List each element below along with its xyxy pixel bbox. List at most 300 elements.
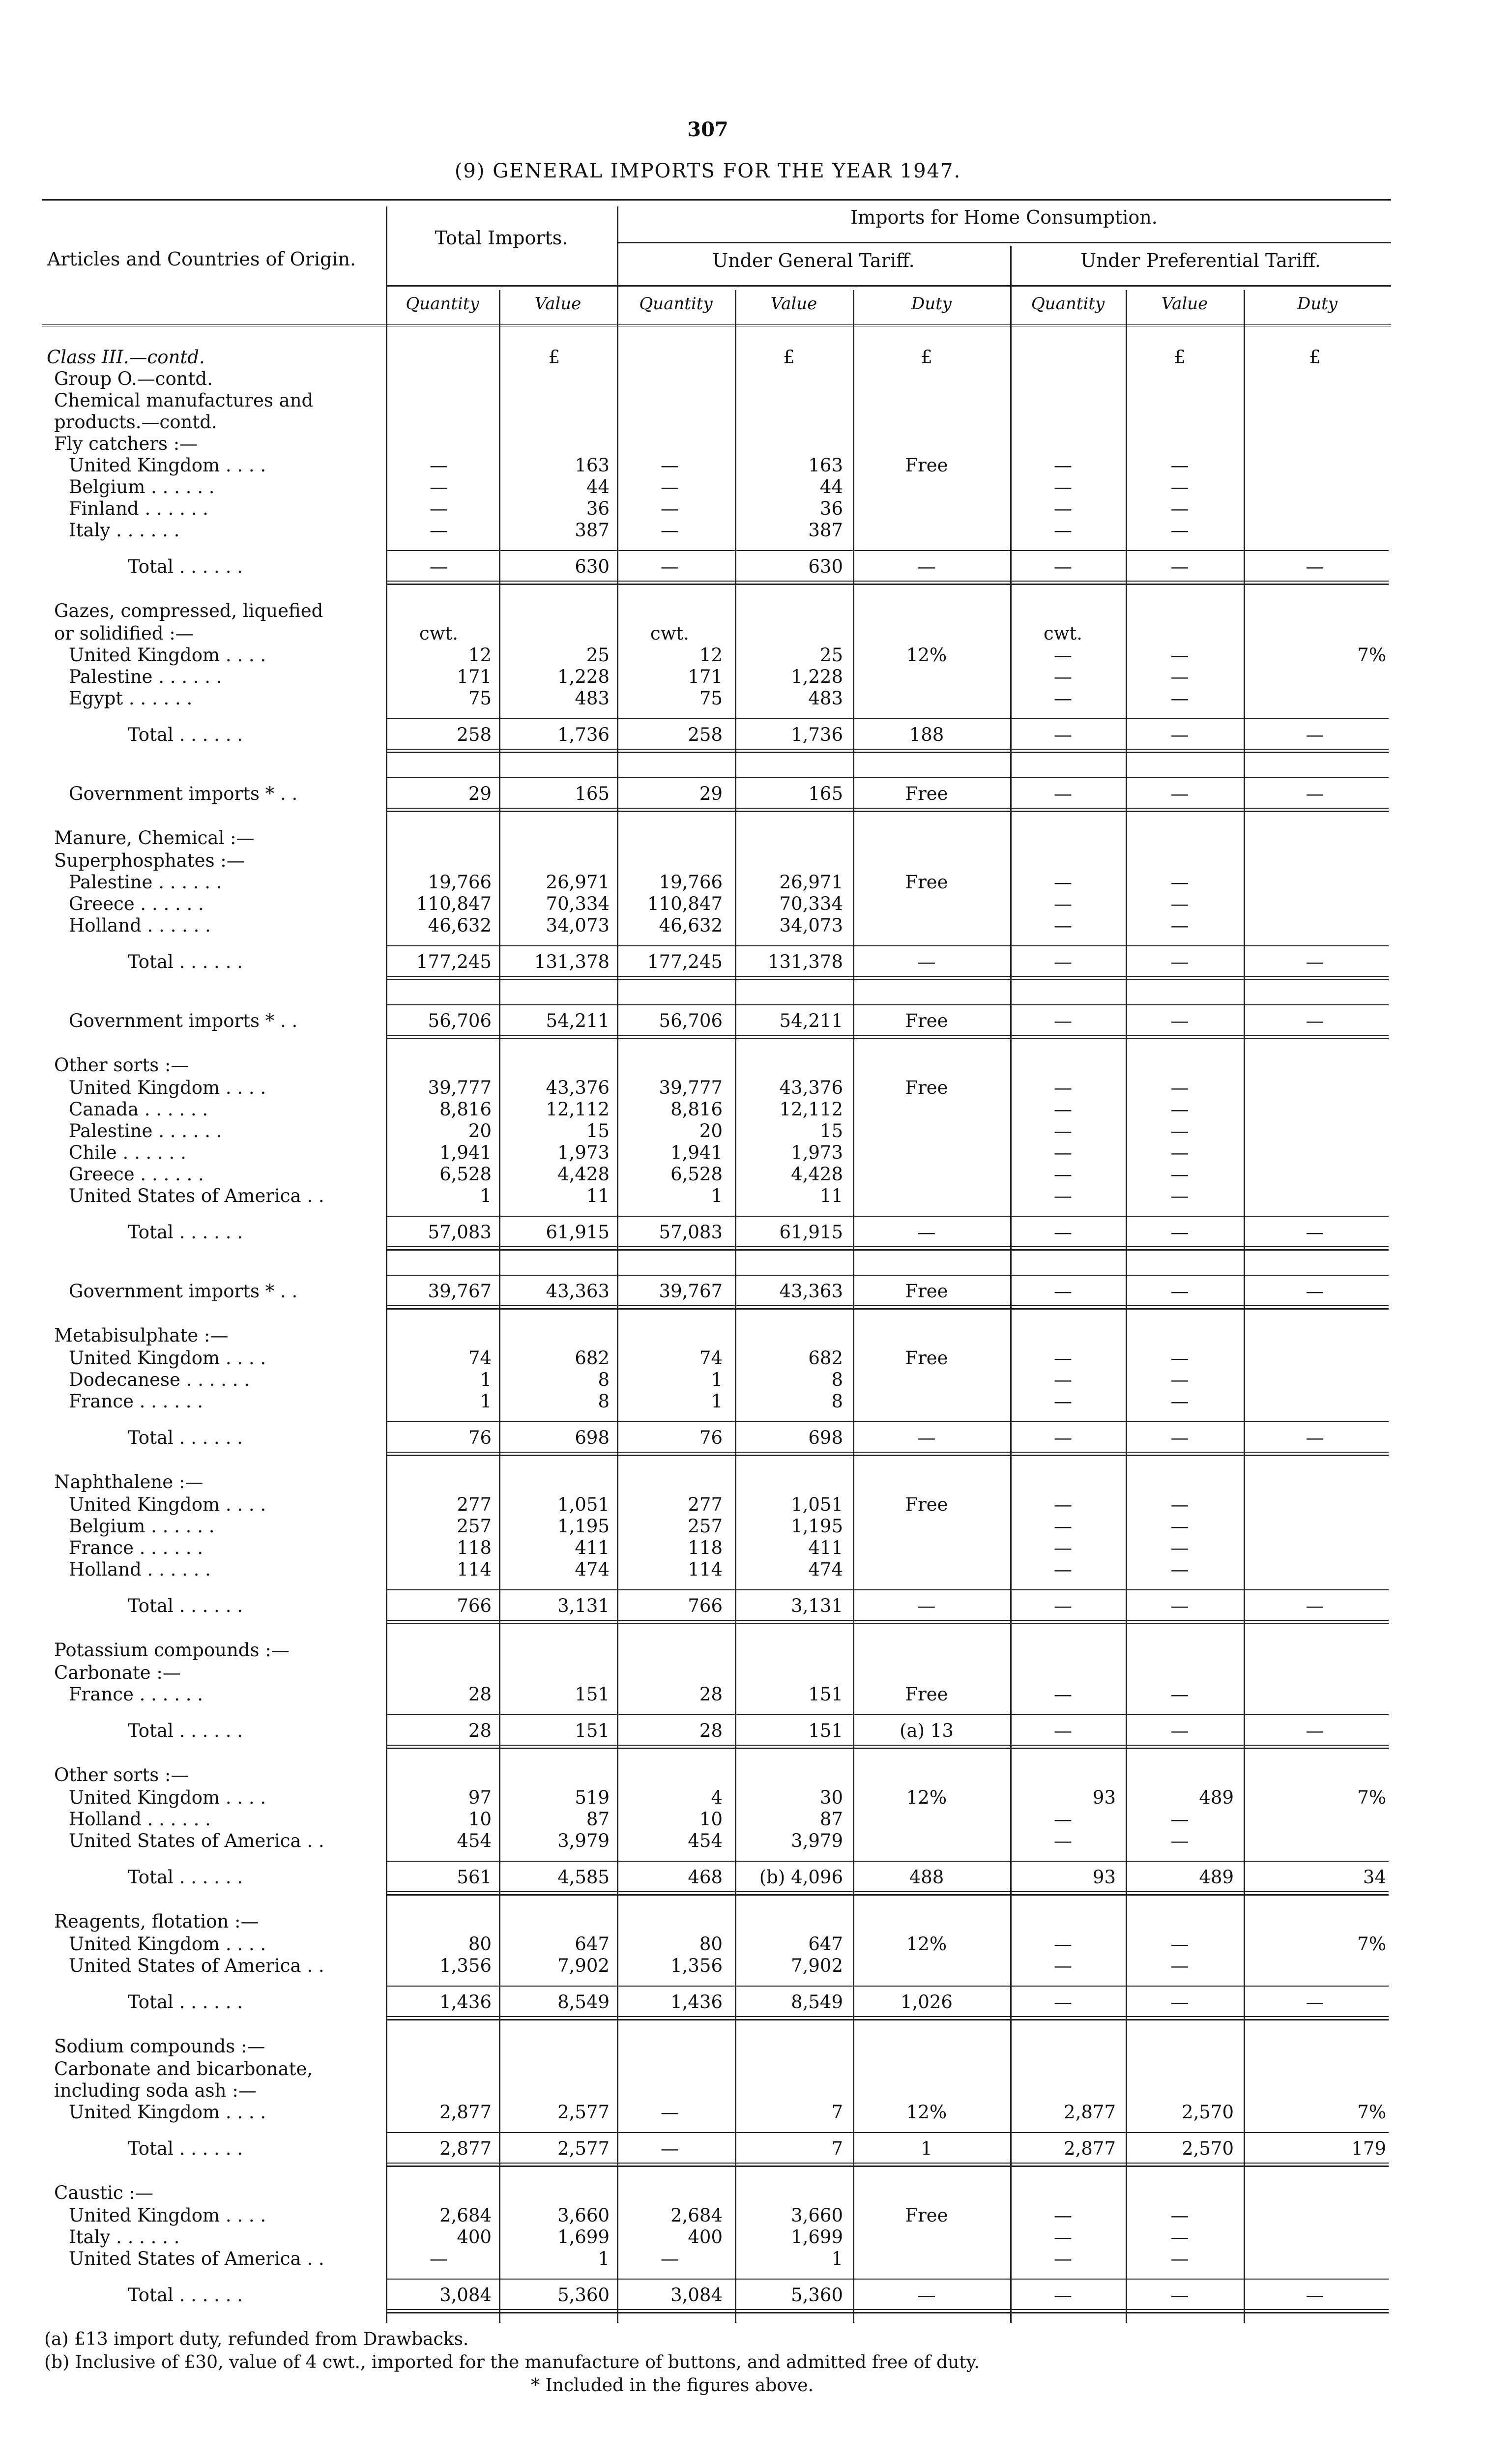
row-cell: —: [1054, 1955, 1072, 1976]
row-cell: —: [917, 1595, 936, 1616]
row-label: Greece . . . . . .: [69, 1164, 204, 1185]
total-rule: [386, 1620, 1389, 1624]
row-cell: 93: [1092, 1867, 1116, 1888]
row-cell: 4: [711, 1787, 723, 1808]
row-cell: 151: [575, 1720, 610, 1741]
header-general-tariff: Under General Tariff.: [712, 250, 915, 271]
table-row: [0, 688, 1512, 709]
row-cell: —: [1054, 556, 1072, 577]
row-label: or solidified :—: [54, 623, 194, 644]
table-row: [0, 455, 1512, 476]
row-cell: —: [1054, 1391, 1072, 1412]
table-row: [0, 1077, 1512, 1099]
row-cell: 36: [586, 498, 610, 519]
row-cell: —: [917, 1427, 936, 1448]
row-cell: —: [1306, 1010, 1324, 1031]
header-general-quantity: Quantity: [639, 294, 713, 314]
table-total-row: [0, 1010, 1512, 1032]
row-cell: 110,847: [647, 893, 723, 914]
row-cell: 74: [699, 1347, 723, 1369]
row-cell: —: [1170, 1933, 1189, 1955]
row-cell: 110,847: [416, 893, 492, 914]
row-cell: 165: [808, 783, 843, 804]
table-total-row: [0, 1595, 1512, 1617]
table-row: [0, 1325, 1512, 1346]
table-row: [0, 2080, 1512, 2102]
row-cell: —: [1054, 1281, 1072, 1302]
row-label: Superphosphates :—: [54, 850, 245, 871]
header-general-duty: Duty: [911, 294, 952, 314]
row-cell: —: [1054, 1120, 1072, 1141]
row-cell: 188: [909, 724, 944, 745]
row-cell: 1,228: [791, 666, 843, 687]
row-cell: 11: [819, 1185, 843, 1206]
row-cell: 80: [699, 1933, 723, 1955]
row-cell: 118: [688, 1537, 723, 1558]
header-preferential-value: Value: [1161, 294, 1208, 314]
table-row: [0, 411, 1512, 433]
row-cell: 20: [468, 1120, 492, 1141]
total-rule: [386, 2016, 1389, 2020]
row-cell: 1,736: [557, 724, 610, 745]
row-cell: 28: [699, 1720, 723, 1741]
row-cell: 34,073: [779, 915, 843, 936]
row-cell: 12%: [906, 644, 947, 666]
table-row: [0, 666, 1512, 688]
row-cell: —: [661, 2138, 679, 2159]
row-label: Total . . . . . .: [128, 1222, 243, 1243]
subtotal-rule: [386, 1004, 1389, 1005]
table-row: [0, 2182, 1512, 2204]
row-cell: —: [1054, 724, 1072, 745]
table-row: [0, 368, 1512, 390]
row-cell: 57,083: [428, 1222, 492, 1243]
row-cell: 489: [1199, 1867, 1234, 1888]
row-cell: 75: [468, 688, 492, 709]
row-cell: —: [1170, 666, 1189, 687]
subtotal-rule: [386, 777, 1389, 778]
row-cell: 454: [688, 1830, 723, 1851]
row-cell: Free: [905, 2205, 948, 2226]
row-cell: 114: [457, 1559, 492, 1580]
table-row: [0, 1911, 1512, 1932]
row-cell: Free: [905, 1684, 948, 1705]
row-cell: 387: [808, 520, 843, 541]
row-cell: Free: [905, 1281, 948, 1302]
table-row: [0, 347, 1512, 368]
row-cell: —: [1054, 1185, 1072, 1206]
row-cell: £: [1309, 347, 1321, 368]
row-cell: —: [1170, 893, 1189, 914]
row-cell: 54,211: [779, 1010, 843, 1031]
row-label: Total . . . . . .: [128, 2284, 243, 2306]
row-cell: —: [1054, 498, 1072, 519]
row-cell: Free: [905, 1347, 948, 1369]
row-label: Manure, Chemical :—: [54, 827, 255, 849]
row-cell: 114: [688, 1559, 723, 1580]
row-cell: 7%: [1357, 644, 1386, 666]
row-cell: cwt.: [650, 623, 690, 644]
row-label: United Kingdom . . . .: [69, 455, 266, 476]
row-label: Holland . . . . . .: [69, 915, 211, 936]
row-cell: 277: [457, 1494, 492, 1515]
row-label: Total . . . . . .: [128, 556, 243, 577]
row-cell: 163: [575, 455, 610, 476]
row-label: United Kingdom . . . .: [69, 644, 266, 666]
table-row: [0, 390, 1512, 411]
subtotal-rule: [386, 1421, 1389, 1422]
row-cell: Free: [905, 783, 948, 804]
row-cell: 29: [468, 783, 492, 804]
row-cell: 171: [457, 666, 492, 687]
row-cell: 258: [457, 724, 492, 745]
row-cell: —: [1170, 556, 1189, 577]
table-row: [0, 827, 1512, 849]
row-cell: 12%: [906, 2102, 947, 2123]
row-cell: —: [1170, 644, 1189, 666]
row-cell: 1: [480, 1185, 492, 1206]
row-cell: 1,699: [791, 2226, 843, 2248]
row-cell: —: [1170, 1991, 1189, 2013]
row-cell: 1,736: [791, 724, 843, 745]
row-cell: Free: [905, 872, 948, 893]
row-cell: —: [1054, 1684, 1072, 1705]
row-cell: 29: [699, 783, 723, 804]
table-row: [0, 520, 1512, 541]
row-cell: 61,915: [546, 1222, 610, 1243]
table-total-row: [0, 1281, 1512, 1302]
row-cell: —: [1054, 1720, 1072, 1741]
row-cell: 43,363: [779, 1281, 843, 1302]
row-cell: 70,334: [779, 893, 843, 914]
table-row: [0, 476, 1512, 498]
row-cell: —: [1170, 1494, 1189, 1515]
row-cell: 19,766: [659, 872, 723, 893]
table-row: [0, 1933, 1512, 1955]
table-row: [0, 2036, 1512, 2057]
row-cell: 1: [711, 1391, 723, 1412]
row-cell: 3,979: [791, 1830, 843, 1851]
subtotal-rule: [386, 2279, 1389, 2280]
row-cell: 10: [468, 1809, 492, 1830]
row-cell: —: [1054, 2205, 1072, 2226]
row-cell: —: [1170, 1010, 1189, 1031]
row-cell: —: [1054, 783, 1072, 804]
row-label: Total . . . . . .: [128, 1991, 243, 2013]
row-cell: —: [430, 476, 448, 497]
table-row: [0, 2248, 1512, 2270]
row-cell: 97: [468, 1787, 492, 1808]
row-cell: —: [1306, 556, 1324, 577]
row-cell: 171: [688, 666, 723, 687]
row-cell: 411: [575, 1537, 610, 1558]
row-label: United States of America . .: [69, 1955, 324, 1976]
table-row: [0, 1559, 1512, 1580]
row-cell: —: [1054, 893, 1072, 914]
total-rule: [386, 1891, 1389, 1896]
row-label: Sodium compounds :—: [54, 2036, 265, 2057]
table-row: [0, 2058, 1512, 2080]
row-cell: 7: [831, 2102, 843, 2123]
row-cell: —: [1170, 1120, 1189, 1141]
table-total-row: [0, 951, 1512, 973]
row-cell: —: [1054, 872, 1072, 893]
header-total-value: Value: [534, 294, 582, 314]
row-cell: —: [1054, 2248, 1072, 2269]
row-cell: —: [1054, 1537, 1072, 1558]
table-row: [0, 1639, 1512, 1661]
row-cell: £: [548, 347, 560, 368]
row-cell: —: [661, 455, 679, 476]
row-cell: 177,245: [416, 951, 492, 972]
footnotes: [44, 2328, 980, 2397]
total-rule: [386, 1035, 1389, 1039]
row-cell: 34,073: [546, 915, 610, 936]
row-label: Naphthalene :—: [54, 1471, 204, 1492]
row-cell: 39,767: [659, 1281, 723, 1302]
row-cell: —: [1170, 1684, 1189, 1705]
row-cell: 61,915: [779, 1222, 843, 1243]
row-cell: 489: [1199, 1787, 1234, 1808]
row-label: including soda ash :—: [54, 2080, 257, 2101]
row-cell: —: [1054, 476, 1072, 497]
row-cell: 8: [598, 1369, 610, 1390]
row-cell: 474: [808, 1559, 843, 1580]
row-cell: 131,378: [767, 951, 843, 972]
row-cell: —: [430, 498, 448, 519]
row-cell: —: [1054, 1077, 1072, 1098]
row-cell: 3,660: [557, 2205, 610, 2226]
row-cell: £: [1174, 347, 1186, 368]
row-label: Egypt . . . . . .: [69, 688, 193, 709]
header-total-quantity: Quantity: [406, 294, 479, 314]
row-label: Other sorts :—: [54, 1764, 189, 1785]
row-cell: —: [1306, 2284, 1324, 2306]
table-row: [0, 623, 1512, 644]
row-cell: 1,941: [670, 1142, 723, 1163]
table-row: [0, 1120, 1512, 1142]
row-label: Carbonate :—: [54, 1662, 181, 1683]
row-cell: 8: [831, 1391, 843, 1412]
row-cell: 1: [711, 1185, 723, 1206]
page-number: 307: [687, 118, 728, 141]
row-label: Potassium compounds :—: [54, 1639, 290, 1661]
row-cell: 1,228: [557, 666, 610, 687]
row-cell: 34: [1363, 1867, 1386, 1888]
row-cell: 8: [831, 1369, 843, 1390]
row-cell: 7%: [1357, 1787, 1386, 1808]
row-label: Palestine . . . . . .: [69, 1120, 222, 1141]
table-total-row: [0, 1720, 1512, 1742]
row-cell: 5,360: [557, 2284, 610, 2306]
row-cell: —: [1306, 724, 1324, 745]
row-cell: 3,660: [791, 2205, 843, 2226]
row-cell: —: [1170, 1559, 1189, 1580]
row-cell: 8,549: [557, 1991, 610, 2013]
row-cell: —: [1170, 476, 1189, 497]
row-cell: 12,112: [779, 1099, 843, 1120]
row-cell: 177,245: [647, 951, 723, 972]
table-row: [0, 1830, 1512, 1852]
row-cell: 4,428: [791, 1164, 843, 1185]
table-total-row: [0, 1867, 1512, 1888]
row-cell: —: [1170, 1077, 1189, 1098]
row-cell: 54,211: [546, 1010, 610, 1031]
row-cell: 1,026: [901, 1991, 953, 2013]
row-cell: 151: [575, 1684, 610, 1705]
row-cell: 3,979: [557, 1830, 610, 1851]
row-cell: 12,112: [546, 1099, 610, 1120]
row-label: Class III.—contd.: [47, 347, 205, 368]
row-cell: 25: [819, 644, 843, 666]
row-cell: 15: [586, 1120, 610, 1141]
row-cell: 151: [808, 1720, 843, 1741]
table-row: [0, 1185, 1512, 1207]
row-cell: 400: [457, 2226, 492, 2248]
row-cell: 19,766: [428, 872, 492, 893]
subtotal-rule: [386, 1275, 1389, 1276]
row-cell: 151: [808, 1684, 843, 1705]
row-cell: 2,684: [439, 2205, 492, 2226]
header-home-consumption: Imports for Home Consumption.: [850, 206, 1158, 228]
row-label: Total . . . . . .: [128, 951, 243, 972]
row-label: United Kingdom . . . .: [69, 2205, 266, 2226]
header-articles: Articles and Countries of Origin.: [47, 248, 356, 270]
row-cell: —: [1170, 724, 1189, 745]
row-cell: —: [1170, 1142, 1189, 1163]
row-label: Greece . . . . . .: [69, 893, 204, 914]
row-cell: —: [1170, 1164, 1189, 1185]
row-cell: —: [917, 556, 936, 577]
table-row: [0, 1369, 1512, 1391]
total-rule: [386, 1246, 1389, 1251]
row-cell: —: [1170, 1281, 1189, 1302]
row-cell: —: [430, 520, 448, 541]
row-cell: 46,632: [428, 915, 492, 936]
subtotal-rule: [386, 1861, 1389, 1862]
row-cell: —: [917, 951, 936, 972]
row-cell: 1,051: [791, 1494, 843, 1515]
table-row: [0, 1471, 1512, 1493]
table-row: [0, 1955, 1512, 1977]
row-cell: Free: [905, 1494, 948, 1515]
row-cell: 474: [575, 1559, 610, 1580]
row-cell: —: [1170, 2226, 1189, 2248]
row-label: products.—contd.: [54, 411, 217, 433]
row-cell: 4,585: [557, 1867, 610, 1888]
row-cell: 682: [575, 1347, 610, 1369]
row-cell: 1: [831, 2248, 843, 2269]
table-row: [0, 1764, 1512, 1786]
row-cell: 2,877: [439, 2102, 492, 2123]
row-cell: 44: [819, 476, 843, 497]
table-total-row: [0, 2284, 1512, 2306]
row-cell: 483: [808, 688, 843, 709]
row-label: Palestine . . . . . .: [69, 872, 222, 893]
row-label: United Kingdom . . . .: [69, 1347, 266, 1369]
row-label: Total . . . . . .: [128, 1595, 243, 1616]
row-cell: —: [1170, 1955, 1189, 1976]
row-cell: 1,195: [557, 1516, 610, 1537]
table-row: [0, 872, 1512, 893]
row-cell: 3,084: [670, 2284, 723, 2306]
row-cell: —: [1170, 520, 1189, 541]
row-cell: —: [1170, 1720, 1189, 1741]
table-total-row: [0, 2138, 1512, 2160]
header-rule-home: [617, 242, 1391, 243]
row-cell: 57,083: [659, 1222, 723, 1243]
row-label: Government imports * . .: [69, 1281, 298, 1302]
row-cell: 1: [480, 1391, 492, 1412]
row-cell: 5,360: [791, 2284, 843, 2306]
total-rule: [386, 2163, 1389, 2167]
row-cell: —: [1170, 783, 1189, 804]
row-label: Holland . . . . . .: [69, 1559, 211, 1580]
subtotal-rule: [386, 945, 1389, 946]
total-rule: [386, 808, 1389, 812]
row-cell: 1,356: [670, 1955, 723, 1976]
row-cell: 630: [808, 556, 843, 577]
row-cell: 131,378: [534, 951, 610, 972]
row-cell: 3,131: [557, 1595, 610, 1616]
footnote-b: (b) Inclusive of £30, value of 4 cwt., imported for the manufacture of buttons, and admitted free of duty.: [44, 2352, 980, 2372]
row-cell: 28: [468, 1684, 492, 1705]
row-cell: 2,570: [1182, 2138, 1234, 2159]
row-cell: 6,528: [670, 1164, 723, 1185]
total-rule: [386, 1305, 1389, 1310]
row-cell: —: [1170, 1185, 1189, 1206]
table-row: [0, 433, 1512, 455]
row-cell: 163: [808, 455, 843, 476]
row-label: Total . . . . . .: [128, 1427, 243, 1448]
row-cell: —: [1170, 455, 1189, 476]
row-cell: 26,971: [779, 872, 843, 893]
table-row: [0, 1391, 1512, 1412]
row-cell: 6,528: [439, 1164, 492, 1185]
row-label: Italy . . . . . .: [69, 520, 180, 541]
row-cell: 25: [586, 644, 610, 666]
subtotal-rule: [386, 2132, 1389, 2133]
row-cell: 74: [468, 1347, 492, 1369]
row-cell: —: [1054, 1991, 1072, 2013]
row-cell: 2,570: [1182, 2102, 1234, 2123]
table-row: [0, 498, 1512, 520]
header-total-imports: Total Imports.: [435, 227, 568, 249]
row-cell: —: [1054, 1933, 1072, 1955]
row-cell: —: [1170, 1427, 1189, 1448]
row-cell: —: [1054, 1559, 1072, 1580]
row-label: United Kingdom . . . .: [69, 1077, 266, 1098]
row-cell: —: [1170, 2248, 1189, 2269]
row-cell: —: [1170, 1537, 1189, 1558]
row-cell: 698: [808, 1427, 843, 1448]
row-cell: 387: [575, 520, 610, 541]
row-label: Total . . . . . .: [128, 724, 243, 745]
row-cell: —: [1170, 1391, 1189, 1412]
row-cell: 3,131: [791, 1595, 843, 1616]
row-label: Palestine . . . . . .: [69, 666, 222, 687]
row-cell: 93: [1092, 1787, 1116, 1808]
header-rule-sub: [386, 285, 1391, 287]
row-cell: —: [1306, 1720, 1324, 1741]
subtotal-rule: [386, 718, 1389, 719]
row-cell: —: [1054, 1809, 1072, 1830]
subtotal-rule: [386, 1986, 1389, 1987]
row-cell: —: [1170, 915, 1189, 936]
row-label: United States of America . .: [69, 2248, 324, 2269]
table-row: [0, 2102, 1512, 2123]
row-cell: 454: [457, 1830, 492, 1851]
